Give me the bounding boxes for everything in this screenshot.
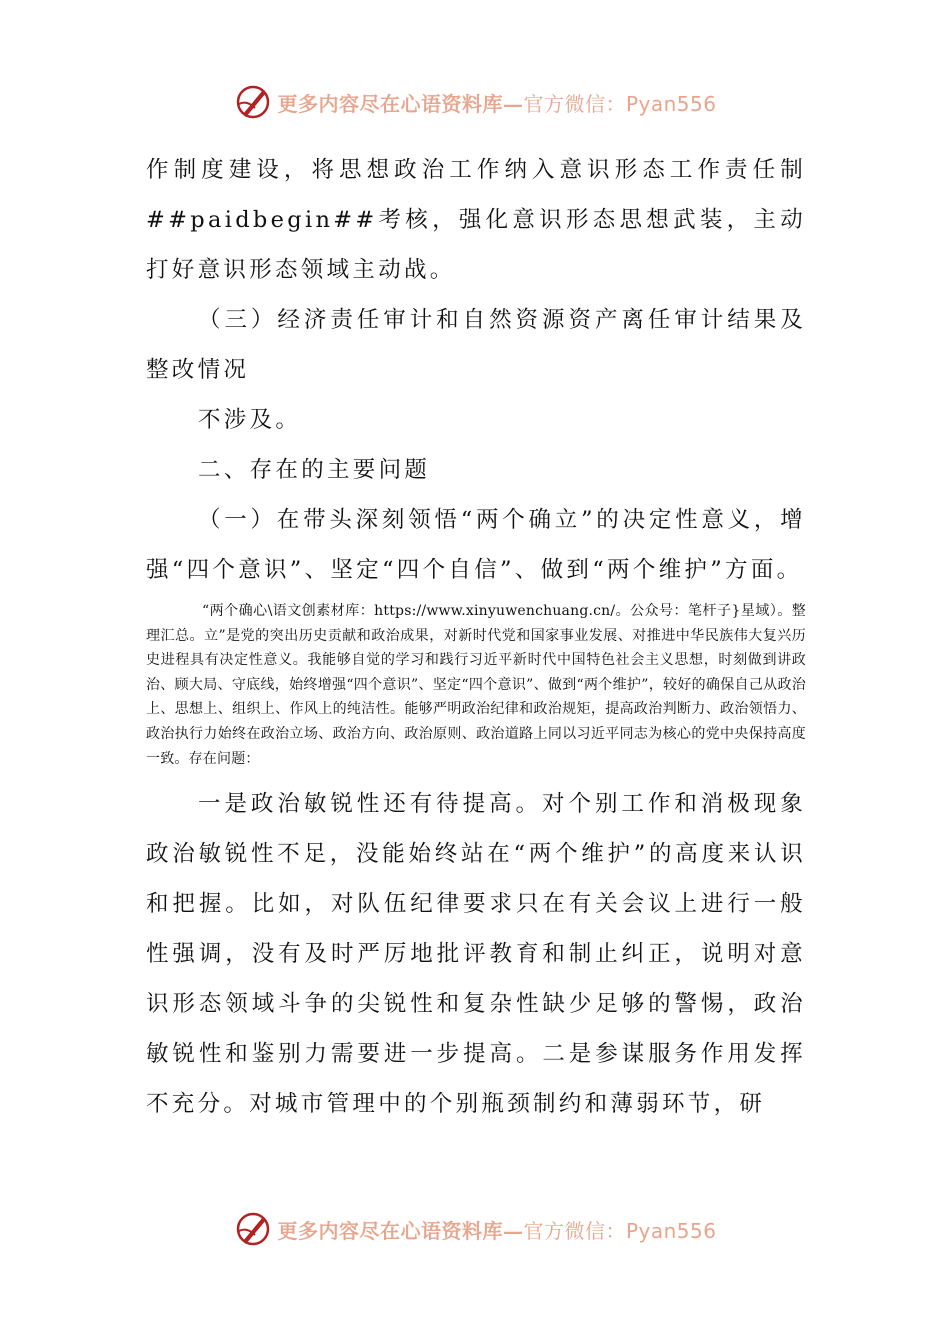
paragraph-7: 一是政治敏锐性还有待提高。对个别工作和消极现象政治敏锐性不足，没能始终站在“两个维护”的高度来认识和把握。比如，对队伍纪律要求只在有关会议上进行一般性强调，没有及时严厉地批评教育和制止纠正，说明对意识形态领域斗争的尖锐性和复杂性缺少足够的警惕，政治敏锐性和鉴别力需要进一步提高。二是参谋服务作用发挥不充分。对城市管理中的个别瓶颈制约和薄弱环节，研 (146, 791, 806, 1118)
banner-dash: — (502, 91, 524, 116)
banner-tail: 官方微信：Pyan556 (523, 91, 717, 116)
banner-tail: 官方微信：Pyan556 (523, 1218, 717, 1243)
banner-text (277, 88, 716, 117)
paragraph-3: 不涉及。 (198, 407, 302, 433)
header-banner (0, 80, 950, 124)
footer-banner (0, 1207, 950, 1251)
document-body (146, 145, 806, 1129)
section-heading: 二、存在的主要问题 (198, 457, 431, 483)
banner-main: 更多内容尽在心语资料库 (277, 91, 503, 116)
pen-logo-icon (233, 82, 273, 122)
paragraph-5: （一）在带头深刻领悟“两个确立”的决定性意义，增强“四个意识”、坚定“四个自信”、做到“两个维护”方面。 (146, 507, 806, 583)
banner-text (277, 1215, 716, 1244)
paragraph-1: 作制度建设，将思想政治工作纳入意识形态工作责任制##paidbegin##考核，强化意识形态思想武装，主动打好意识形态领域主动战。 (146, 157, 806, 283)
small-paragraph: “两个确心\语文创素材库：https://www.xinyuwenchuang.cn/。公众号：笔杆子}星域）。整理汇总。立”是党的突出历史贡献和政治成果，对新时代党和国家事业发展、对推进中华民族伟大复兴历史进程具有决定性意义。我能够自觉的学习和践行习近平新时代中国特色社会主义思想，时刻做到讲政治、顾大局、守底线，始终增强“四个意识”、坚定“四个意识”、做到“两个维护”，较好的确保自己从政治上、思想上、组织上、作风上的纯洁性。能够严明政治纪律和政治规矩，提高政治判断力、政治领悟力、政治执行力始终在政治立场、政治方向、政治原则、政治道路上同以习近平同志为核心的党中央保持高度一致。存在问题： (146, 603, 806, 767)
banner-main: 更多内容尽在心语资料库 (277, 1218, 503, 1243)
pen-logo-icon (233, 1209, 273, 1249)
banner-dash: — (502, 1218, 524, 1243)
paragraph-2: （三）经济责任审计和自然资源资产离任审计结果及整改情况 (146, 307, 806, 383)
